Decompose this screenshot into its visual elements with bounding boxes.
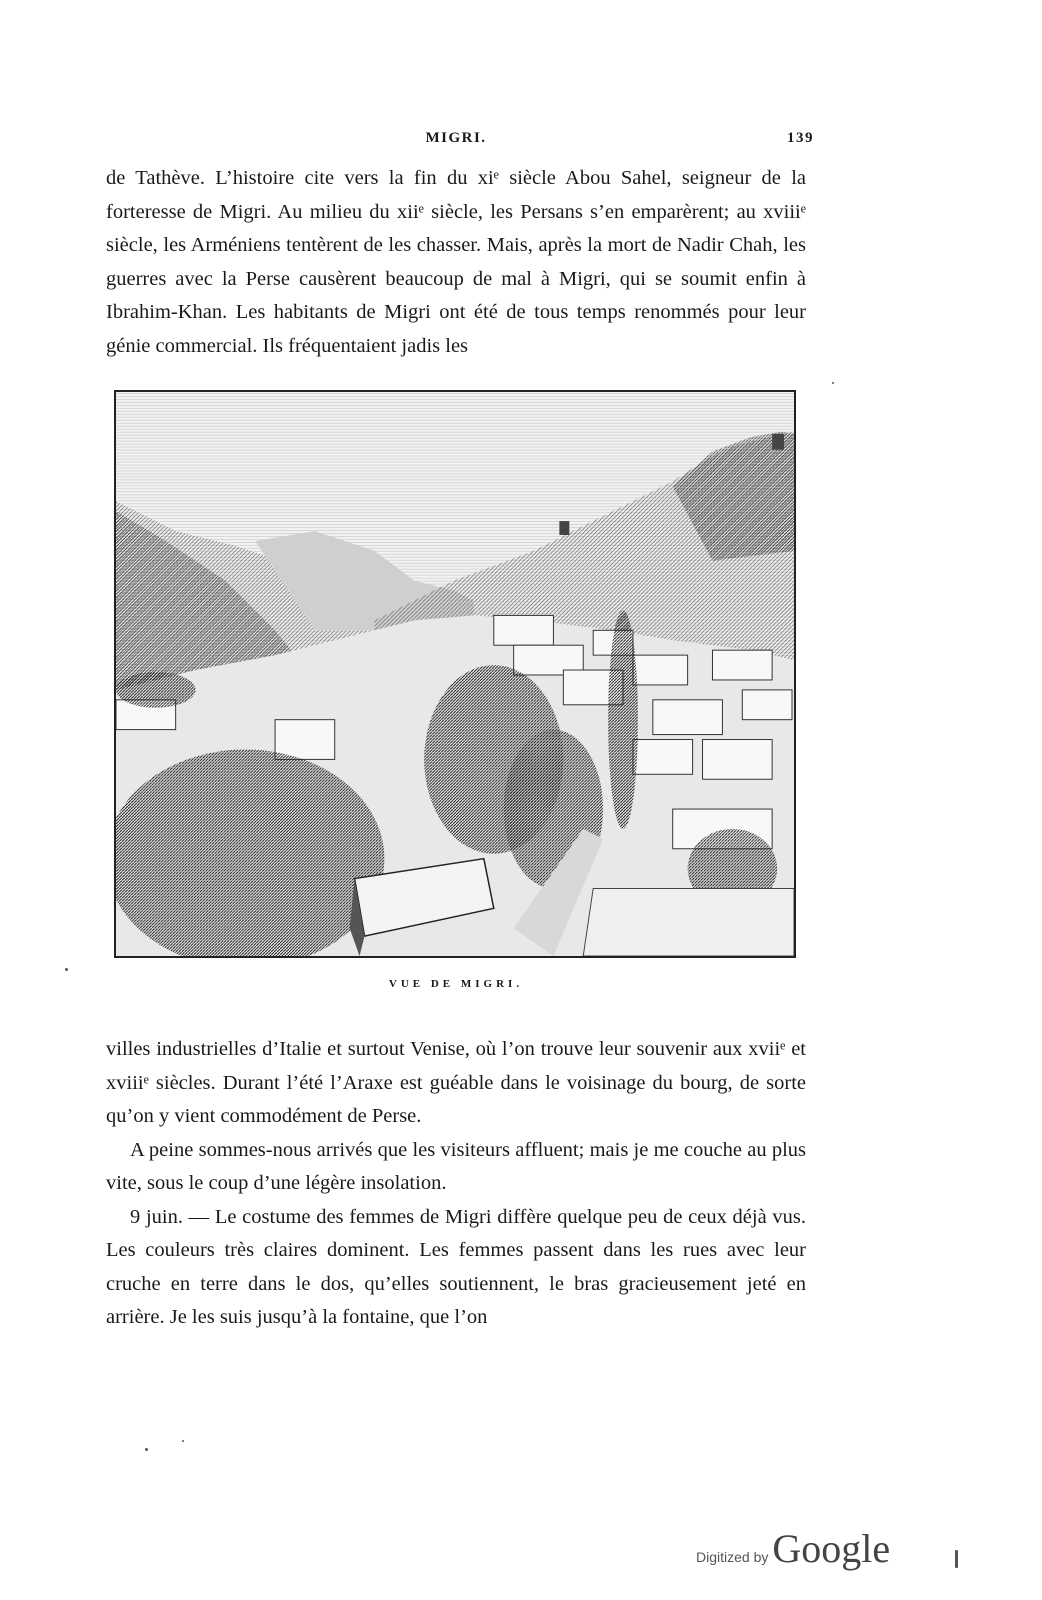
scan-speck	[145, 1448, 148, 1451]
body-text-top	[106, 162, 806, 363]
paragraph: A peine sommes-nous arrivés que les visiteurs affluent; mais je me couche au plus vite, sous le coup d’une légère insolation.	[106, 1138, 806, 1194]
engraving-drawing	[116, 392, 794, 956]
figure-caption: VUE DE MIGRI.	[388, 978, 524, 990]
page-header	[106, 130, 814, 154]
paragraph: de Tathève. L’histoire cite vers la fin du xiᵉ siècle Abou Sahel, seigneur de la forteresse de Migri. Au milieu du xiiᵉ siècle, les Persans s’en emparèrent; au xviiiᵉ siècle, les Arméniens tentèrent de les chasser. Mais, après la mort de Nadir Chah, les guerres avec la Perse causèrent beaucoup de mal à Migri, qui se soumit enfin à Ibrahim-Khan. Les habitants de Migri ont été de tous temps renommés pour leur génie commercial. Ils fréquentaient jadis les	[106, 167, 806, 357]
paragraph: villes industrielles d’Italie et surtout Venise, où l’on trouve leur souvenir aux xviiᵉ et xviiiᵉ siècles. Durant l’été l’Araxe est guéable dans le voisinage du bourg, de sorte qu’on y vient commodément de Perse.	[106, 1038, 806, 1127]
hill-tower	[559, 521, 569, 535]
digitization-watermark	[696, 1525, 890, 1575]
google-logo: Google	[772, 1526, 891, 1571]
running-title: MIGRI.	[425, 130, 487, 146]
watermark-prefix: Digitized by	[696, 1549, 769, 1565]
paragraph: 9 juin. — Le costume des femmes de Migri diffère quelque peu de ceux déjà vus. Les couleurs très claires dominent. Les femmes passent dans les rues avec leur cruche en terre dans le dos, qu’elles soutiennent, le bras gracieusement jeté en arrière. Je les suis jusqu’à la fontaine, que l’on	[106, 1205, 806, 1328]
scan-speck	[832, 382, 834, 384]
scan-speck	[65, 968, 68, 971]
scan-speck	[182, 1440, 184, 1442]
body-text-bottom	[106, 1033, 806, 1335]
fortress-tower	[772, 434, 784, 450]
scan-speck	[955, 1550, 958, 1568]
page-number: 139	[787, 130, 814, 146]
foreground-wall	[583, 888, 794, 956]
engraving-illustration	[114, 390, 796, 958]
